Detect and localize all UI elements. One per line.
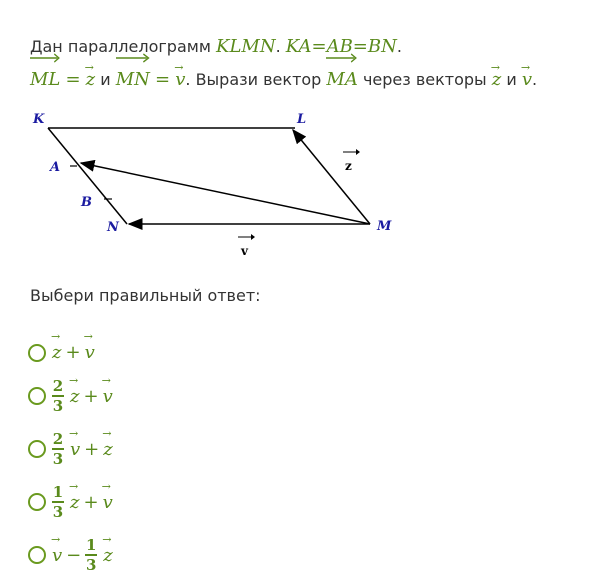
radio-button[interactable] <box>28 440 46 458</box>
radio-button[interactable] <box>28 344 46 362</box>
vector-v: → v <box>175 63 185 96</box>
problem-line-2: ML = → z и MN = → v. Вырази вектор MA через векторы → z и → v. <box>30 63 537 96</box>
label-L: L <box>297 112 307 127</box>
label-v: v <box>241 244 248 258</box>
fraction: $\frac{2}{3}$ <box>52 377 64 415</box>
answer-option-3[interactable]: $\frac{2}{3}$ → v +→ z <box>28 431 113 467</box>
vector-z: → z <box>86 63 95 96</box>
label-M: M <box>377 219 392 234</box>
fraction: $\frac{2}{3}$ <box>52 430 64 468</box>
parallelogram-diagram <box>25 100 405 270</box>
vector-MA: MA <box>326 63 357 96</box>
radio-button[interactable] <box>28 546 46 564</box>
answer-option-5[interactable]: → v − $\frac{1}{3}$ → z <box>28 537 113 573</box>
equalities: KA=AB=BN <box>285 36 397 57</box>
label-A: A <box>50 160 61 175</box>
answer-option-4[interactable]: $\frac{1}{3}$ → z +→ v <box>28 484 113 520</box>
fraction: $\frac{1}{3}$ <box>86 536 97 574</box>
label-N: N <box>107 220 119 235</box>
answer-option-2[interactable]: $\frac{2}{3}$ → z +→ v <box>28 378 113 414</box>
label-z: z <box>345 159 352 173</box>
radio-button[interactable] <box>28 387 46 405</box>
vector-MN: MN <box>116 63 150 96</box>
label-B: B <box>81 195 92 210</box>
fraction: $\frac{1}{3}$ <box>52 483 64 521</box>
vector-ML: ML <box>30 63 60 96</box>
label-K: K <box>33 112 45 127</box>
radio-button[interactable] <box>28 493 46 511</box>
problem-line-1: Дан параллелограмм KLMN. KA=AB=BN. <box>30 36 402 57</box>
shape-name: KLMN <box>216 36 276 57</box>
answer-option-1[interactable]: → z +→ v <box>28 342 95 363</box>
problem-statement <box>30 30 537 96</box>
prompt-text: Выбери правильный ответ: <box>30 286 261 305</box>
